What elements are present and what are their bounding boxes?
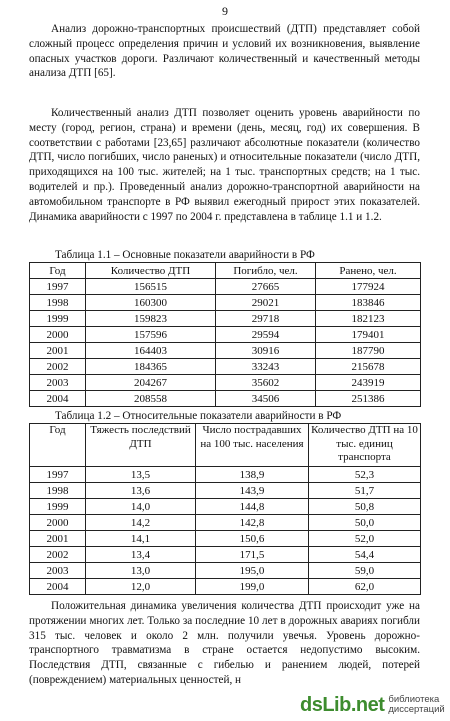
cell-year: 2001 [30, 343, 86, 359]
cell-value-1: 157596 [86, 327, 216, 343]
cell-value-1: 156515 [86, 279, 216, 295]
cell-year: 2002 [30, 359, 86, 375]
paragraph-intro: Анализ дорожно-транспортных происшествий (ДТП) представляет собой сложный процесс определения причин и условий их возникновения, выявление опасных участков дороги. Различают количественный и качественный методы анализа ДТП [65]. [29, 23, 420, 80]
cell-value-3: 52,0 [309, 531, 421, 547]
cell-year: 2000 [30, 327, 86, 343]
table1-body [30, 279, 421, 407]
cell-value-3: 183846 [316, 295, 421, 311]
cell-value-2: 29021 [216, 295, 316, 311]
cell-value-1: 159823 [86, 311, 216, 327]
cell-value-1: 14,2 [86, 515, 196, 531]
cell-value-2: 29594 [216, 327, 316, 343]
cell-year: 2002 [30, 547, 86, 563]
cell-value-1: 14,1 [86, 531, 196, 547]
cell-value-3: 251386 [316, 391, 421, 407]
header-severity: Тяжесть последствий ДТП [86, 424, 196, 467]
header-year: Год [30, 424, 86, 467]
table-row [30, 391, 421, 407]
table-row [30, 467, 421, 483]
cell-value-2: 27665 [216, 279, 316, 295]
cell-value-3: 215678 [316, 359, 421, 375]
table-row [30, 295, 421, 311]
cell-value-2: 35602 [216, 375, 316, 391]
header-killed: Погибло, чел. [216, 263, 316, 279]
cell-value-2: 171,5 [196, 547, 309, 563]
cell-value-2: 199,0 [196, 579, 309, 595]
cell-value-2: 143,9 [196, 483, 309, 499]
table-row [30, 343, 421, 359]
table-header-row [30, 424, 421, 467]
cell-value-2: 150,6 [196, 531, 309, 547]
header-accidents-per-10k-vehicles: Количество ДТП на 10 тыс. единиц транспорта [309, 424, 421, 467]
cell-value-2: 34506 [216, 391, 316, 407]
table-absolute-indicators [29, 262, 421, 407]
table-row [30, 531, 421, 547]
cell-value-2: 195,0 [196, 563, 309, 579]
cell-value-3: 179401 [316, 327, 421, 343]
table-row [30, 327, 421, 343]
cell-value-3: 51,7 [309, 483, 421, 499]
table-row [30, 499, 421, 515]
cell-value-2: 33243 [216, 359, 316, 375]
table-row [30, 483, 421, 499]
table-row [30, 359, 421, 375]
header-victims-per-100k: Число пострадавших на 100 тыс. населения [196, 424, 309, 467]
cell-value-1: 14,0 [86, 499, 196, 515]
cell-value-2: 142,8 [196, 515, 309, 531]
cell-value-3: 243919 [316, 375, 421, 391]
cell-value-1: 13,5 [86, 467, 196, 483]
watermark-subtitle: библиотека диссертаций [388, 694, 445, 715]
cell-year: 1999 [30, 499, 86, 515]
cell-value-1: 204267 [86, 375, 216, 391]
cell-value-1: 13,6 [86, 483, 196, 499]
cell-value-3: 50,0 [309, 515, 421, 531]
cell-year: 2000 [30, 515, 86, 531]
table-row [30, 579, 421, 595]
table-row [30, 547, 421, 563]
cell-value-1: 164403 [86, 343, 216, 359]
watermark [300, 689, 450, 721]
cell-value-3: 50,8 [309, 499, 421, 515]
cell-year: 2004 [30, 579, 86, 595]
cell-value-3: 54,4 [309, 547, 421, 563]
cell-year: 2001 [30, 531, 86, 547]
header-year: Год [30, 263, 86, 279]
table-relative-indicators [29, 423, 421, 595]
cell-year: 1999 [30, 311, 86, 327]
cell-year: 2004 [30, 391, 86, 407]
cell-value-2: 138,9 [196, 467, 309, 483]
cell-value-3: 59,0 [309, 563, 421, 579]
table-row [30, 563, 421, 579]
cell-value-2: 144,8 [196, 499, 309, 515]
table2-caption: Таблица 1.2 – Относительные показатели аварийности в РФ [55, 410, 342, 422]
cell-value-3: 182123 [316, 311, 421, 327]
page-number: 9 [222, 4, 228, 18]
header-injured: Ранено, чел. [316, 263, 421, 279]
cell-value-2: 29718 [216, 311, 316, 327]
cell-year: 1998 [30, 295, 86, 311]
cell-year: 2003 [30, 375, 86, 391]
table-row [30, 279, 421, 295]
cell-value-1: 13,4 [86, 547, 196, 563]
cell-year: 2003 [30, 563, 86, 579]
cell-value-3: 177924 [316, 279, 421, 295]
cell-year: 1997 [30, 467, 86, 483]
cell-value-1: 184365 [86, 359, 216, 375]
cell-year: 1997 [30, 279, 86, 295]
cell-value-2: 30916 [216, 343, 316, 359]
table-row [30, 375, 421, 391]
cell-value-3: 52,3 [309, 467, 421, 483]
table1-caption: Таблица 1.1 – Основные показатели аварийности в РФ [55, 249, 315, 261]
paragraph-quantitative-analysis: Количественный анализ ДТП позволяет оценить уровень аварийности по месту (город, регион, страна) и времени (день, месяц, год) их совершения. В соответствии с работами [23,65] различают абсолютные показатели (количество ДТП, число погибших, число раненых) и относительные показатели (число ДТП, приходящихся на 100 тыс. жителей; на 1 тыс. транспортных средств; на 1 тыс. водителей и пр.). Проведенный анализ дорожно-транспортной аварийности на автомобильном транспорте в РФ выявил ежегодный прирост этих показателей. Динамика аварийности с 1997 по 2004 г. представлена в таблице 1.1 и 1.2. [29, 107, 420, 223]
table2-body [30, 467, 421, 595]
cell-value-1: 160300 [86, 295, 216, 311]
header-accidents: Количество ДТП [86, 263, 216, 279]
cell-value-1: 12,0 [86, 579, 196, 595]
cell-year: 1998 [30, 483, 86, 499]
cell-value-3: 187790 [316, 343, 421, 359]
cell-value-3: 62,0 [309, 579, 421, 595]
cell-value-1: 208558 [86, 391, 216, 407]
watermark-logo: dsLib.net [300, 693, 385, 716]
table-header-row [30, 263, 421, 279]
table-row [30, 311, 421, 327]
cell-value-1: 13,0 [86, 563, 196, 579]
table-row [30, 515, 421, 531]
paragraph-positive-dynamics: Положительная динамика увеличения количества ДТП происходит уже на протяжении многих лет. Только за последние 10 лет в дорожных авариях погибли 315 тыс. человек и около 2 млн. получили увечья. Уровень дорожно-транспортного травматизма в стране остается недопустимо высоким. Последствия ДТП, связанные с гибелью и ранением людей, потерей (повреждением) материальных ценностей, н [29, 600, 420, 686]
